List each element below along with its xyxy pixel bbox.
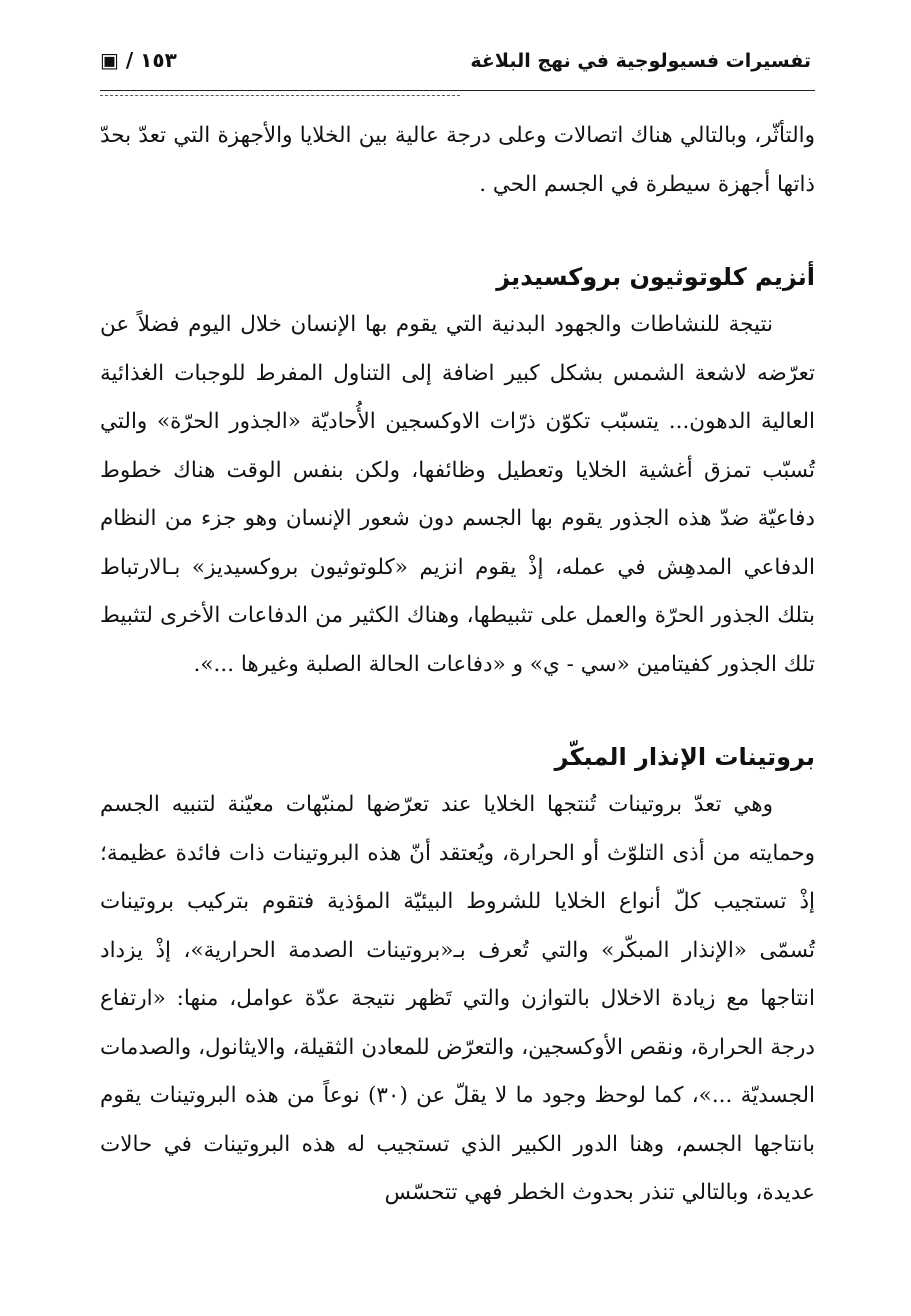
header-rule-dashed — [100, 95, 460, 96]
section-gap — [100, 689, 815, 733]
section1-heading: أنزيم كلوتوثيون بروكسيديز — [496, 263, 815, 291]
book-mark-icon: ▣ — [100, 48, 119, 72]
page-separator: / — [125, 48, 134, 72]
intro-paragraph: والتأثّر، وبالتالي هناك اتصالات وعلى درجة عالية بين الخلايا والأجهزة التي تعدّ بحدّ ذاتها أجهزة سيطرة في الجسم الحي . — [100, 123, 815, 197]
section2-heading: بروتينات الإنذار المبكّر — [554, 743, 815, 771]
section-gap — [100, 209, 815, 253]
section1-paragraph: نتيجة للنشاطات والجهود البدنية التي يقوم بها الإنسان خلال اليوم فضلاً عن تعرّضه لاشعة الشمس بشكل كبير اضافة إلى التناول المفرط للوجبات الغذائية العالية الدهون... يتسبّب تكوّن ذرّات الاوكسجين الأُحاديّة «الجذور الحرّة» والتي تُسبّب تمزق أغشية الخلايا وتعطيل وظائفها، ولكن بنفس الوقت هناك خطوط دفاعيّة ضدّ هذه الجذور يقوم بها الجسم دون شعور الإنسان وهو جزء من النظام الدفاعي المدهِش في عمله، إذْ يقوم انزيم «كلوتوثيون بروكسيديز» بـالارتباط بتلك الجذور الحرّة والعمل على تثبيطها، وهناك الكثير من الدفاعات الأخرى لتثبيط تلك الجذور كفيتامين «سي - ي» و «دفاعات الحالة الصلبة وغيرها ...». — [100, 312, 815, 677]
page-number-block — [100, 48, 177, 72]
page-number: ١٥٣ — [140, 48, 177, 72]
running-title: تفسيرات فسيولوجية في نهج البلاغة — [470, 50, 811, 72]
main-content — [100, 112, 815, 1218]
section2-paragraph: وهي تعدّ بروتينات تُنتجها الخلايا عند تعرّضها لمنبّهات معيّنة لتنبيه الجسم وحمايته من أذى التلوّث أو الحرارة، ويُعتقد أنّ هذه البروتينات ذات فائدة عظيمة؛ إذْ تستجيب كلّ أنواع الخلايا للشروط البيئيّة المؤذية فتقوم بتركيب بروتينات تُسمّى «الإنذار المبكّر» والتي تُعرف بـ«بروتينات الصدمة الحرارية»، إذْ يزداد انتاجها مع زيادة الاخلال بالتوازن والتي تَظهر نتيجة عدّة عوامل، منها: «ارتفاع درجة الحرارة، ونقص الأوكسجين، والتعرّض للمعادن الثقيلة، والايثانول، والصدمات الجسديّة ...»، كما لوحظ وجود ما لا يقلّ عن (٣٠) نوعاً من هذه البروتينات يقوم بانتاجها الجسم، وهنا الدور الكبير الذي تستجيب له هذه البروتينات في حالات عديدة، وبالتالي تنذر بحدوث الخطر فهي تتحسّس — [100, 792, 816, 1205]
header-rule — [100, 90, 815, 91]
page-header — [100, 44, 811, 84]
